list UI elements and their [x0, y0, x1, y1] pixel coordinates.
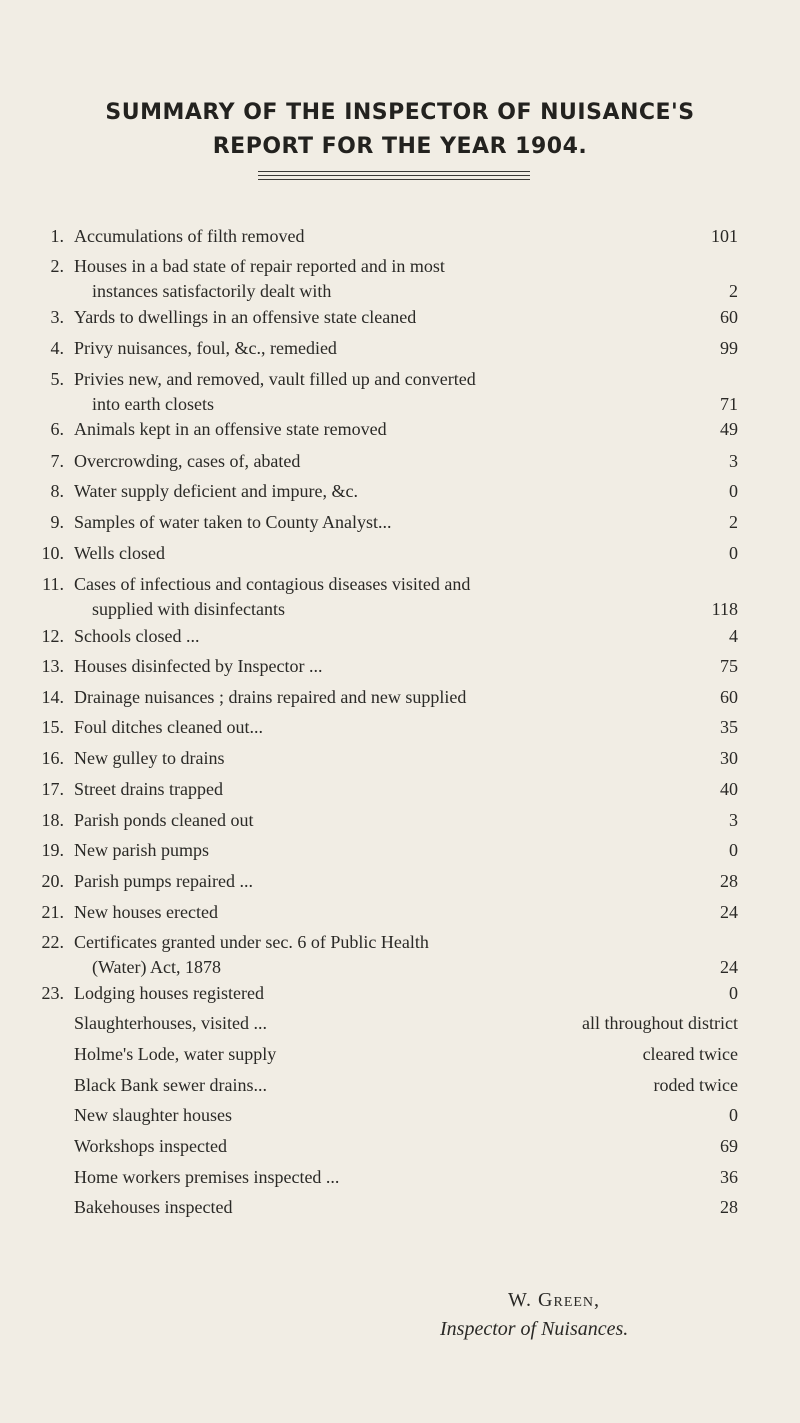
item-description: Street drains trapped	[74, 779, 223, 799]
item-number: 15.	[41, 717, 64, 737]
item-description: New houses erected	[74, 902, 218, 922]
item-description: Water supply deficient and impure, &c.	[74, 481, 358, 501]
item-description: Privies new, and removed, vault filled up and converted	[74, 369, 476, 389]
item-number: 19.	[41, 840, 64, 860]
item-value: 3	[729, 810, 738, 830]
title-line-2: REPORT FOR THE YEAR 1904.	[212, 134, 588, 159]
item-number: 21.	[41, 902, 64, 922]
item-description: Wells closed	[74, 543, 166, 563]
item-value: 0	[729, 1105, 738, 1125]
item-description-continued: into earth closets	[92, 394, 214, 414]
item-value: 28	[720, 1197, 738, 1217]
item-value: 60	[720, 687, 738, 707]
item-value: 0	[729, 983, 738, 1003]
title-rule	[258, 171, 530, 172]
item-description: Home workers premises inspected ...	[74, 1167, 340, 1187]
item-description: Schools closed ...	[74, 626, 200, 646]
title-rule	[258, 179, 530, 180]
item-description: New parish pumps	[74, 840, 209, 860]
item-number: 22.	[41, 932, 64, 952]
signature-name: W. Green,	[508, 1289, 601, 1311]
item-value: 28	[720, 871, 738, 891]
item-description: Animals kept in an offensive state removed	[74, 419, 387, 439]
item-value: cleared twice	[642, 1044, 738, 1064]
item-number: 1.	[50, 226, 64, 246]
title-rule	[258, 175, 530, 176]
item-value: 49	[720, 419, 738, 439]
item-number: 20.	[41, 871, 64, 891]
item-description: Privy nuisances, foul, &c., remedied	[74, 338, 337, 358]
item-value: 75	[720, 656, 738, 676]
item-value: 36	[720, 1167, 738, 1187]
item-description: Black Bank sewer drains...	[74, 1075, 267, 1095]
item-description: Samples of water taken to County Analyst...	[74, 512, 392, 532]
item-number: 3.	[50, 307, 64, 327]
item-description: Drainage nuisances ; drains repaired and new supplied	[74, 687, 467, 707]
item-number: 18.	[41, 810, 64, 830]
item-description: Houses disinfected by Inspector ...	[74, 656, 323, 676]
item-number: 6.	[50, 419, 64, 439]
item-value: 35	[720, 717, 738, 737]
item-number: 4.	[50, 338, 64, 358]
item-value: 0	[729, 840, 738, 860]
item-number: 2.	[50, 256, 64, 276]
item-description: Bakehouses inspected	[74, 1197, 233, 1217]
item-number: 14.	[41, 687, 64, 707]
item-description: Lodging houses registered	[74, 983, 264, 1003]
title-line-1: SUMMARY OF THE INSPECTOR OF NUISANCE'S	[105, 100, 695, 125]
item-description: Parish ponds cleaned out	[74, 810, 254, 830]
item-value: 40	[720, 779, 738, 799]
item-number: 13.	[41, 656, 64, 676]
item-description: New slaughter houses	[74, 1105, 232, 1125]
item-value: 24	[720, 957, 738, 977]
item-description: Certificates granted under sec. 6 of Public Health	[74, 932, 429, 952]
item-value: 4	[729, 626, 738, 646]
item-description: Overcrowding, cases of, abated	[74, 451, 301, 471]
page-title	[0, 96, 800, 164]
item-number: 23.	[41, 983, 64, 1003]
item-description-continued: supplied with disinfectants	[92, 599, 285, 619]
item-number: 16.	[41, 748, 64, 768]
item-value: 0	[729, 543, 738, 563]
item-value: 0	[729, 481, 738, 501]
item-description: Workshops inspected	[74, 1136, 228, 1156]
item-value: all throughout district	[582, 1013, 738, 1033]
item-description: Foul ditches cleaned out...	[74, 717, 263, 737]
item-number: 11.	[42, 574, 64, 594]
item-value: 2	[729, 281, 738, 301]
item-value: 3	[729, 451, 738, 471]
item-number: 7.	[50, 451, 64, 471]
item-description-continued: instances satisfactorily dealt with	[92, 281, 332, 301]
item-value: 30	[720, 748, 738, 768]
item-description: Yards to dwellings in an offensive state cleaned	[74, 307, 417, 327]
item-value: 101	[711, 226, 738, 246]
item-value: roded twice	[653, 1075, 738, 1095]
item-value: 2	[729, 512, 738, 532]
item-value: 71	[720, 394, 738, 414]
item-number: 8.	[50, 481, 64, 501]
item-number: 12.	[41, 626, 64, 646]
item-value: 118	[711, 599, 738, 619]
signature-title: Inspector of Nuisances.	[440, 1318, 629, 1340]
item-description: Holme's Lode, water supply	[74, 1044, 277, 1064]
item-value: 99	[720, 338, 738, 358]
item-description: Houses in a bad state of repair reported and in most	[74, 256, 445, 276]
item-number: 10.	[41, 543, 64, 563]
item-number: 17.	[41, 779, 64, 799]
item-description: Accumulations of filth removed	[74, 226, 305, 246]
item-value: 60	[720, 307, 738, 327]
item-description: Parish pumps repaired ...	[74, 871, 253, 891]
item-description: New gulley to drains	[74, 748, 225, 768]
item-number: 5.	[50, 369, 64, 389]
item-value: 24	[720, 902, 738, 922]
item-description-continued: (Water) Act, 1878	[92, 957, 222, 977]
item-value: 69	[720, 1136, 738, 1156]
item-number: 9.	[50, 512, 64, 532]
item-description: Slaughterhouses, visited ...	[74, 1013, 267, 1033]
item-description: Cases of infectious and contagious diseases visited and	[74, 574, 471, 594]
